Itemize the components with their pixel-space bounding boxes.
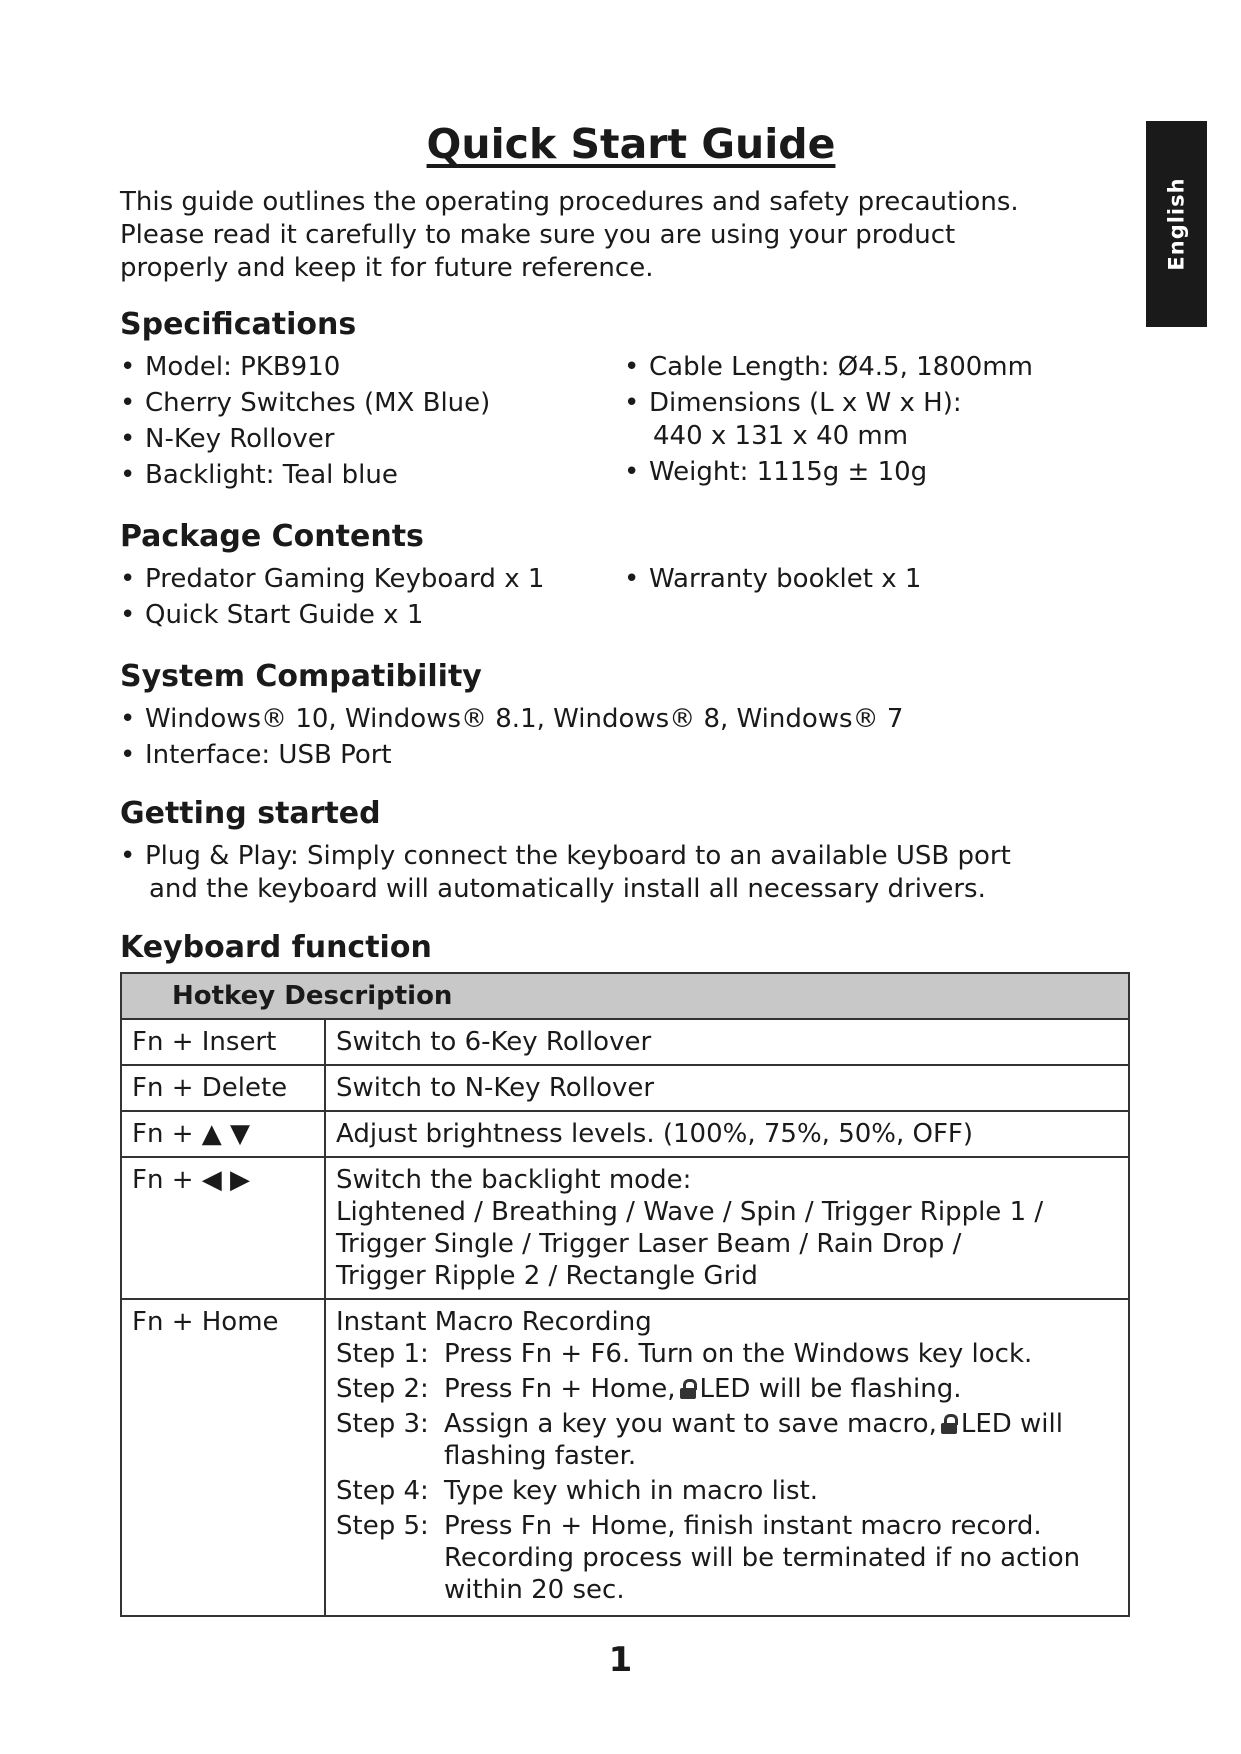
spec-item: • Weight: 1115g ± 10g [624,456,1130,489]
package-contents-list [120,563,1130,635]
package-contents-heading: Package Contents [120,519,424,554]
compat-item: • Windows® 10, Windows® 8.1, Windows® 8, Windows® 7 [120,703,1130,736]
page-title: Quick Start Guide [426,120,836,168]
keyboard-function-table [120,972,1130,1617]
hotkey-cell: Fn + Delete [121,1065,325,1111]
lock-icon [940,1414,958,1434]
table-row [121,1019,1129,1065]
description-cell: Instant Macro Recording Step 1: Press Fn + F6. Turn on the Windows key lock. Step 2: Press Fn + Home, LED will be flashing. Step 3: Assign a key you want to save macro, LED will flashing faster. Step 4: Type key which in macro list. Step 5: Press Fn + Home, finish instant macro record. Recording process will be terminated if no action within 20 sec. [325,1299,1129,1616]
package-item: • Quick Start Guide x 1 [120,599,624,632]
macro-step: Step 2: Press Fn + Home, LED will be flashing. [336,1374,962,1404]
package-item: • Warranty booklet x 1 [624,563,1130,596]
backlight-mode-line: Lightened / Breathing / Wave / Spin / Trigger Ripple 1 / [336,1197,1044,1227]
description-cell: Adjust brightness levels. (100%, 75%, 50%, OFF) [325,1111,1129,1157]
intro-line: properly and keep it for future reference. [120,253,654,283]
macro-step: Step 1: Press Fn + F6. Turn on the Windows key lock. [336,1339,1033,1369]
hotkey-cell: Fn + ▲ ▼ [121,1111,325,1157]
macro-step: Step 3: Assign a key you want to save macro, LED will flashing faster. [336,1409,1063,1471]
hotkey-cell: Fn + Insert [121,1019,325,1065]
getting-started-list [120,840,1130,906]
table-row [121,1157,1129,1299]
language-tab-label: English [1164,177,1189,271]
specifications-list [120,351,1130,495]
package-item: • Predator Gaming Keyboard x 1 [120,563,624,596]
spec-item: • Cherry Switches (MX Blue) [120,387,624,420]
table-header: Hotkey Description [121,973,1129,1019]
system-compatibility-heading: System Compatibility [120,659,482,694]
spec-item: • Backlight: Teal blue [120,459,624,492]
getting-started-item: • Plug & Play: Simply connect the keyboard to an available USB port and the keyboard will automatically install all necessary drivers. [120,840,1130,906]
description-cell: Switch to N-Key Rollover [325,1065,1129,1111]
keyboard-function-heading: Keyboard function [120,930,432,965]
hotkey-cell: Fn + Home [121,1299,325,1616]
spec-item: • N-Key Rollover [120,423,624,456]
specifications-heading: Specifications [120,307,357,342]
lock-icon [679,1379,697,1399]
macro-step: Step 5: Press Fn + Home, finish instant macro record. Recording process will be terminated if no action within 20 sec. [336,1511,1081,1605]
document-page [120,120,1130,1617]
table-row [121,1065,1129,1111]
description-cell: Switch the backlight mode: Lightened / Breathing / Wave / Spin / Trigger Ripple 1 / Trigger Single / Trigger Laser Beam / Rain Drop / Trigger Ripple 2 / Rectangle Grid [325,1157,1129,1299]
description-cell: Switch to 6-Key Rollover [325,1019,1129,1065]
page-number: 1 [608,1640,633,1680]
system-compatibility-list [120,703,1130,772]
backlight-mode-line: Trigger Single / Trigger Laser Beam / Rain Drop / [336,1229,962,1259]
hotkey-cell: Fn + ◀ ▶ [121,1157,325,1299]
table-row [121,1111,1129,1157]
getting-started-heading: Getting started [120,796,381,831]
backlight-mode-line: Trigger Ripple 2 / Rectangle Grid [336,1261,758,1291]
intro-line: Please read it carefully to make sure you are using your product [120,220,956,250]
spec-item: • Dimensions (L x W x H): 440 x 131 x 40 mm [624,387,1130,453]
macro-step: Step 4: Type key which in macro list. [336,1476,819,1506]
spec-item: • Cable Length: Ø4.5, 1800mm [624,351,1130,384]
language-tab [1146,121,1207,327]
intro-line: This guide outlines the operating procedures and safety precautions. [120,187,1019,217]
table-row [121,1299,1129,1616]
table-header-row [121,973,1129,1019]
spec-item: • Model: PKB910 [120,351,624,384]
compat-item: • Interface: USB Port [120,739,1130,772]
intro-paragraph [120,186,1130,285]
